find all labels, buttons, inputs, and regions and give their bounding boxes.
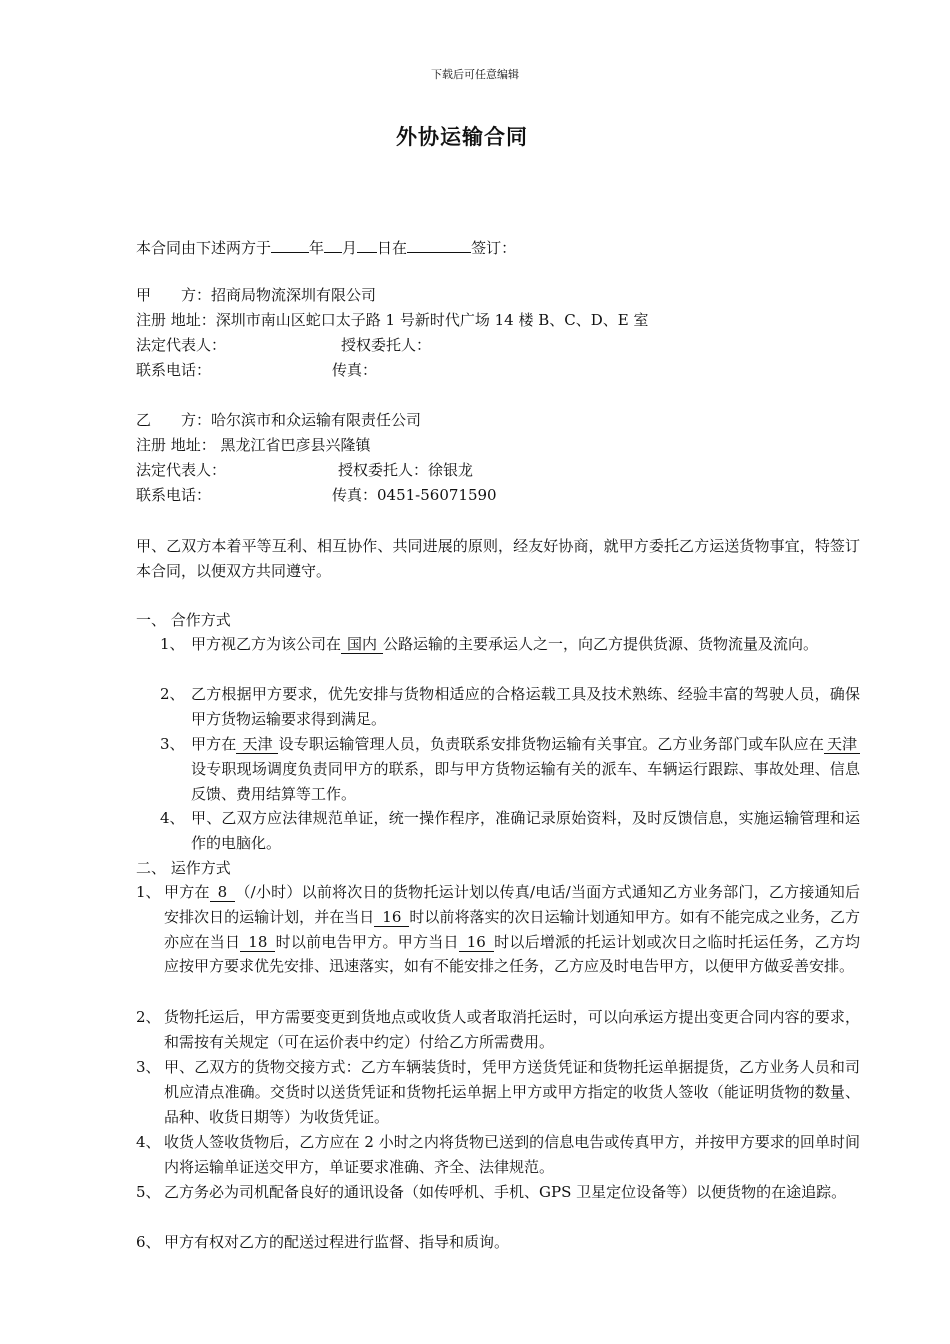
blank-day[interactable] <box>357 234 377 253</box>
party-a-legal-rep: 法定代表人： <box>136 336 227 354</box>
s2-item-1-number: 1、 <box>136 883 161 901</box>
party-b-phone: 联系电话： <box>136 486 212 504</box>
party-a-authorized: 授权委托人： <box>341 336 432 354</box>
party-b-name: 乙 方：哈尔滨市和众运输有限责任公司 <box>136 411 422 429</box>
s2-item-4-number: 4、 <box>136 1133 161 1151</box>
party-a-name: 甲 方：招商局物流深圳有限公司 <box>136 286 377 304</box>
party-a-phone: 联系电话： <box>136 361 212 379</box>
underlined-hour-16b: 16 <box>459 933 494 952</box>
party-a-address: 注册 地址：深圳市南山区蛇口太子路 1 号新时代广场 14 楼 B、C、D、E 室 <box>136 311 649 329</box>
s1-item-3: 甲方在 天津 设专职运输管理人员，负责联系安排货物运输有关事宜。乙方业务部门或车队应在 天津设专职现场调度负责同甲方的联系，即与甲方货物运输有关的派车、车辆运行跟踪、事故处理、信息反馈、费用结算等工作。 <box>191 735 860 803</box>
s2-item-2: 货物托运后，甲方需要变更到货地点或收货人或者取消托运时，可以向承运方提出变更合同内容的要求，和需按有关规定（可在运价表中约定）付给乙方所需费用。 <box>164 1008 860 1051</box>
underlined-hour-8: 8 <box>210 883 236 902</box>
underlined-domestic: 国内 <box>341 635 383 654</box>
s1-item-2: 乙方根据甲方要求，优先安排与货物相适应的合格运载工具及技术熟练、经验丰富的驾驶人员，确保甲方货物运输要求得到满足。 <box>191 685 860 728</box>
underlined-hour-18: 18 <box>240 933 275 952</box>
section-1-heading: 一、 合作方式 <box>136 611 231 629</box>
blank-year[interactable] <box>271 234 309 253</box>
page-header: 下载后可任意编辑 <box>431 68 519 81</box>
party-b-legal-rep: 法定代表人： <box>136 461 227 479</box>
signing-line: 本合同由下述两方于 年 月 日在 签订： <box>136 234 516 260</box>
party-b-address: 注册 地址： 黑龙江省巴彦县兴隆镇 <box>136 436 371 454</box>
s2-item-1: 甲方在 8 （/小时）以前将次日的货物托运计划以传真/电话/当面方式通知乙方业务部门，乙方接通知后安排次日的运输计划，并在当日 16 时以前将落实的次日运输计划通知甲方。如有不能完成之业务，乙方亦应在当日 18 时以前电告甲方。甲方当日 16 时以后增派的托运计划或次日之临时托运任务，乙方均应按甲方要求优先安排、迅速落实，如有不能安排之任务，乙方应及时电告甲方，以便甲方做妥善安排。 <box>164 883 860 976</box>
s2-item-4: 收货人签收货物后，乙方应在 2 小时之内将货物已送到的信息电告或传真甲方，并按甲方要求的回单时间内将运输单证送交甲方，单证要求准确、齐全、法律规范。 <box>164 1133 860 1176</box>
underlined-tianjin-2: 天津 <box>824 735 860 754</box>
s1-item-1-number: 1、 <box>160 635 185 653</box>
s2-item-2-number: 2、 <box>136 1008 161 1026</box>
blank-month[interactable] <box>324 234 342 253</box>
s2-item-6-number: 6、 <box>136 1233 161 1251</box>
s2-item-3: 甲、乙双方的货物交接方式：乙方车辆装货时，凭甲方送货凭证和货物托运单据提货，乙方业务人员和司机应清点准确。交货时以送货凭证和货物托运单据上甲方或甲方指定的收货人签收（能证明货物的数量、品种、收货日期等）为收货凭证。 <box>164 1058 860 1126</box>
s1-item-3-number: 3、 <box>160 735 185 753</box>
section-2-heading: 二、 运作方式 <box>136 859 231 877</box>
blank-place[interactable] <box>407 234 471 253</box>
s2-item-3-number: 3、 <box>136 1058 161 1076</box>
s2-item-5-number: 5、 <box>136 1183 161 1201</box>
s1-item-4-number: 4、 <box>160 809 185 827</box>
intro-paragraph: 甲、乙双方本着平等互利、相互协作、共同进展的原则，经友好协商，就甲方委托乙方运送货物事宜，特签订本合同，以便双方共同遵守。 <box>136 537 860 580</box>
s1-item-2-number: 2、 <box>160 685 185 703</box>
party-a-fax: 传真： <box>332 361 378 379</box>
s2-item-6: 甲方有权对乙方的配送过程进行监督、指导和质询。 <box>164 1233 510 1251</box>
document-title: 外协运输合同 <box>396 124 528 149</box>
s1-item-4: 甲、乙双方应法律规范单证，统一操作程序，准确记录原始资料，及时反馈信息，实施运输管理和运作的电脑化。 <box>191 809 860 852</box>
party-b-fax: 传真：0451-56071590 <box>332 486 497 504</box>
underlined-hour-16: 16 <box>374 908 409 927</box>
party-b-authorized: 授权委托人：徐银龙 <box>338 461 474 479</box>
s1-item-1: 甲方视乙方为该公司在 国内 公路运输的主要承运人之一，向乙方提供货源、货物流量及流向。 <box>191 635 819 653</box>
underlined-tianjin-1: 天津 <box>236 735 278 754</box>
s2-item-5: 乙方务必为司机配备良好的通讯设备（如传呼机、手机、GPS 卫星定位设备等）以便货物的在途追踪。 <box>164 1183 847 1201</box>
